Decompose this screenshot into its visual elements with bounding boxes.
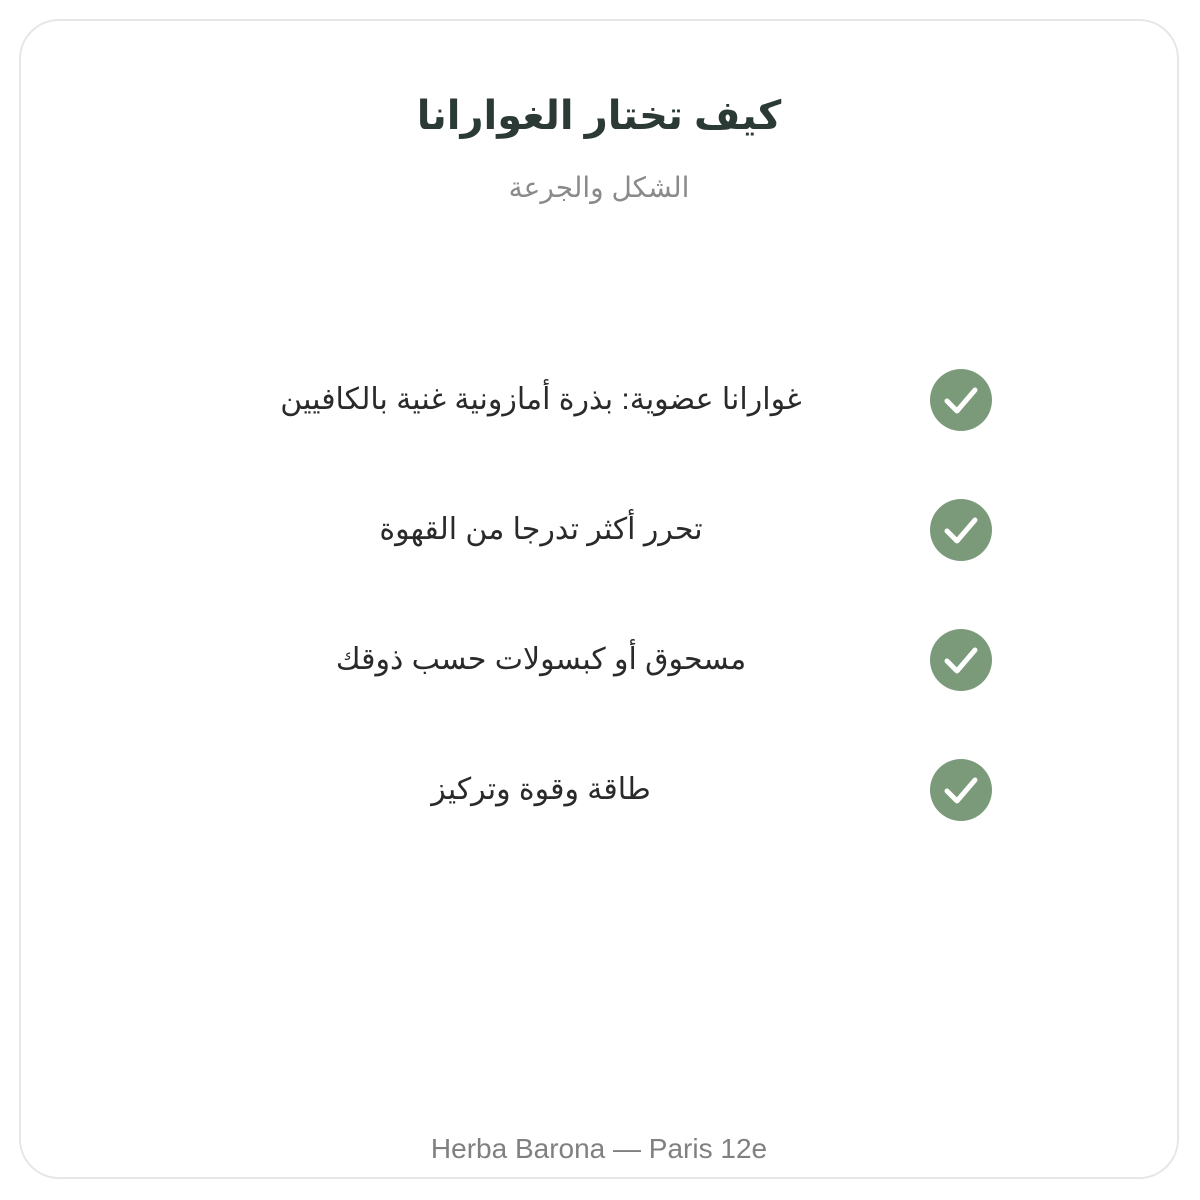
content-card — [19, 19, 1179, 1179]
checklist-item — [21, 368, 1181, 432]
page-title: كيف تختار الغوارانا — [416, 94, 782, 138]
checklist-item — [21, 498, 1181, 562]
page-subtitle: الشكل والجرعة — [508, 172, 690, 203]
checkmark-icon — [930, 369, 992, 431]
checklist-item-label: غوارانا عضوية: بذرة أمازونية غنية بالكافيين — [280, 383, 802, 416]
checklist-item — [21, 628, 1181, 692]
footer-brand: Herba Barona — Paris 12e — [430, 1133, 768, 1164]
checklist-item-label: مسحوق أو كبسولات حسب ذوقك — [335, 643, 747, 676]
checklist-item — [21, 758, 1181, 822]
checklist-item-label: تحرر أكثر تدرجا من القهوة — [379, 513, 703, 546]
checkmark-icon — [930, 629, 992, 691]
checkmark-icon — [930, 499, 992, 561]
checkmark-icon — [930, 759, 992, 821]
checklist-item-label: طاقة وقوة وتركيز — [431, 773, 651, 806]
